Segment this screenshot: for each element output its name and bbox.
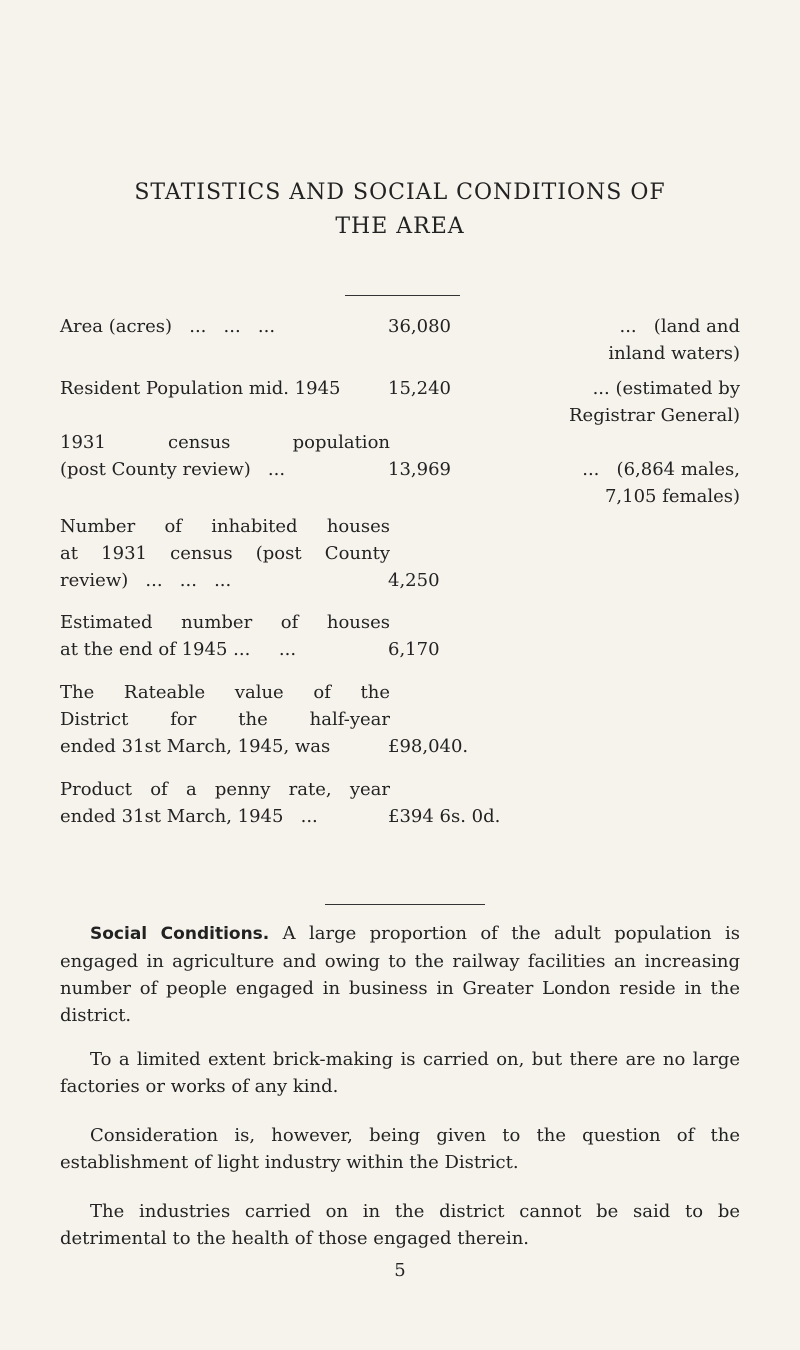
stat-label-line: at 1931 census (post County <box>60 543 390 564</box>
stat-label-line: ended 31st March, 1945 ... <box>60 806 318 827</box>
stat-label-line: ended 31st March, 1945, was <box>60 736 331 757</box>
stat-note-line: Registrar General) <box>568 405 740 426</box>
stat-label <box>60 776 390 830</box>
page-title-line-1: STATISTICS AND SOCIAL CONDITIONS OF <box>134 180 666 205</box>
stat-label-line: at the end of 1945 ... ... <box>60 639 297 660</box>
stat-label-line: District for the half-year <box>60 709 390 730</box>
middle-divider <box>325 904 485 905</box>
section-heading: Social Conditions. <box>90 924 270 944</box>
stat-label <box>60 429 390 483</box>
stat-label <box>60 313 390 340</box>
brick-making-paragraph: To a limited extent brick-making is carried on, but there are no large factories or works of any kind. <box>60 1049 740 1097</box>
top-divider <box>345 295 460 296</box>
stat-label-line: Estimated number of houses <box>60 612 390 633</box>
stat-label <box>60 679 390 760</box>
stat-label-line: Product of a penny rate, year <box>60 779 390 800</box>
stat-value: 15,240 <box>388 378 451 399</box>
stat-label <box>60 375 390 402</box>
industries-health-paragraph: The industries carried on in the district cannot be said to be detrimental to the health of those engaged therein. <box>60 1201 740 1249</box>
stat-value: 36,080 <box>388 316 451 337</box>
stat-value: 6,170 <box>388 639 440 660</box>
stat-label-line: Area (acres) ... ... ... <box>60 316 276 337</box>
stat-label-line: Number of inhabited houses <box>60 516 390 537</box>
stat-label <box>60 513 390 594</box>
stat-value: 13,969 <box>388 459 451 480</box>
stat-value: £394 6s. 0d. <box>388 806 501 827</box>
stat-label-line: The Rateable value of the <box>60 682 390 703</box>
stat-label-line: review) ... ... ... <box>60 570 232 591</box>
stat-label <box>60 609 390 663</box>
page-number: 5 <box>394 1260 406 1281</box>
stat-note <box>569 375 740 429</box>
stat-value: 4,250 <box>388 570 440 591</box>
social-conditions-paragraph <box>60 920 740 1029</box>
stat-note-line: ... (land and <box>619 316 740 337</box>
light-industry-paragraph: Consideration is, however, being given to the question of the establishment of light industry within the District. <box>60 1125 740 1173</box>
stat-note-line: ... (6,864 males, <box>582 459 740 480</box>
stat-note-line: inland waters) <box>608 343 740 364</box>
stat-note-line: 7,105 females) <box>604 486 740 507</box>
page-title-line-2: THE AREA <box>335 214 465 239</box>
stat-value: £98,040. <box>388 736 469 757</box>
paragraph-text: A large proportion of the adult population is engaged in agriculture and owing to the railway facilities an increasing number of people engaged in business in Greater London reside in the district. <box>60 923 740 1026</box>
stat-note <box>582 456 740 510</box>
stat-note-line: ... (estimated by <box>592 378 740 399</box>
stat-label-line: (post County review) ... <box>60 459 286 480</box>
stat-label-line: 1931 census population <box>60 432 390 453</box>
stat-note <box>608 313 740 367</box>
stat-label-line: Resident Population mid. 1945 <box>60 378 341 399</box>
